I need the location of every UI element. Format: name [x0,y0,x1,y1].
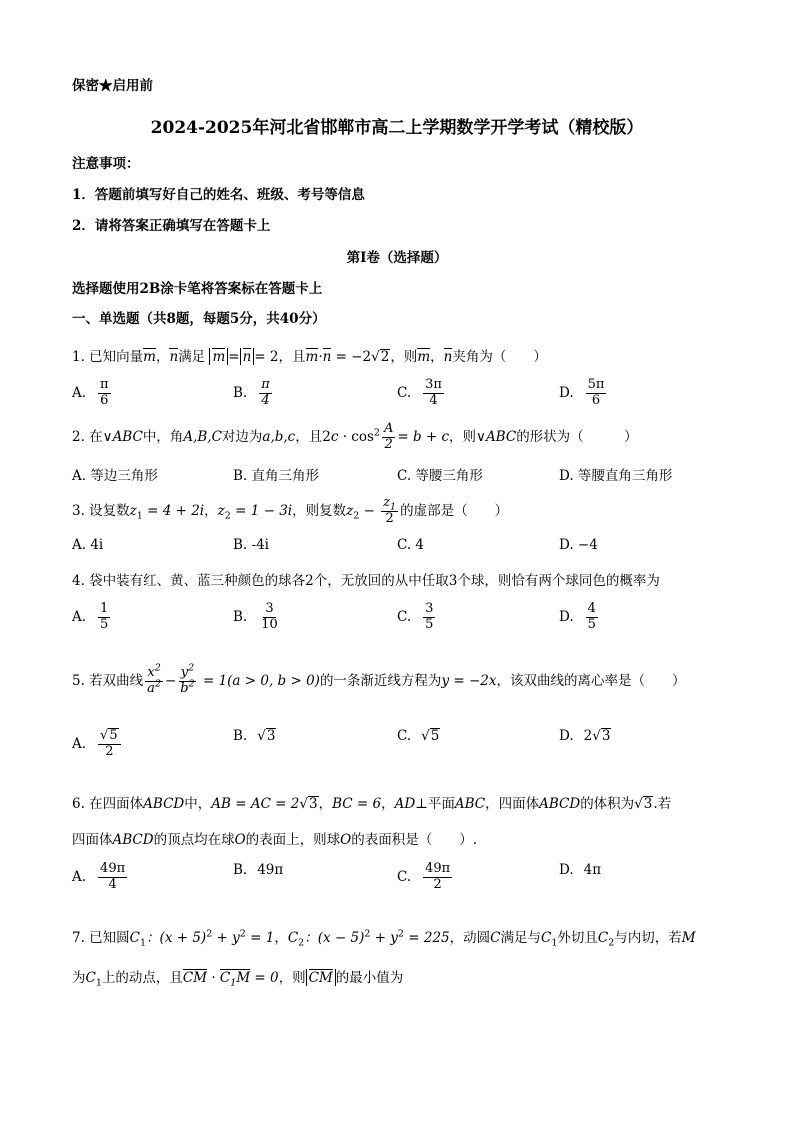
q2-t6: ，则∨ [449,428,486,445]
q3-fnsub: 1 [390,501,397,513]
q6-l2b: 的顶点均在球 [153,832,235,848]
q7-e2b: + y [370,930,398,946]
sqrt-sign: √ [371,349,380,365]
q7-c1m: C [219,970,231,986]
vector-m: m [143,349,156,365]
q5-xd-wrap [145,678,163,697]
q7-l2a: 为 [72,970,86,986]
q3-t3: ，则复数 [292,502,347,519]
q7-c1subc: 1 [95,977,102,989]
q4-b-frac [259,602,280,633]
q2-options [72,464,732,484]
q4-a-den: 5 [100,616,109,632]
q5-b-sqrt-sign: √ [257,728,266,745]
part-heading: 一、单选题（共8题，每题5分，共40分） [72,311,326,327]
q2-t7: 的形状为（ ） [516,428,638,445]
q1-eq2: = −2 [335,349,372,365]
q2-option-c[interactable]: C. 等腰三角形 [397,468,483,484]
q1-sep2: ， [430,349,444,365]
q7-e2c: = 225 [403,930,450,946]
q4-a-label: A. [72,609,87,626]
volume-heading: 第I卷（选择题） [346,250,448,266]
dot-n: n [322,349,332,365]
question-3 [72,496,734,527]
abs-cm [306,969,336,986]
abs-cm-inner: CM [308,970,333,986]
q2-fd: 2 [384,436,393,452]
q1-a-den: 6 [100,392,109,408]
q5-xd: a [147,680,155,696]
q3-z2subb: 2 [353,510,360,522]
q6-sqrt-sign-2: √ [634,796,643,812]
q2-sides: a,b,c [262,428,296,445]
q5-d-sqrt-sign: √ [592,728,601,745]
q5-yn: y [180,665,189,680]
q3-fd: 2 [385,510,394,526]
q6-c-den: 2 [433,876,442,892]
q6-o1: O [234,832,246,848]
q4-option-c[interactable] [397,602,437,633]
q6-c-frac [423,862,452,893]
q1-options [72,378,732,418]
q3-frac [381,496,398,527]
q1-b-num: π [261,377,270,392]
q3-t2: ， [204,502,218,519]
q1-c-label: C. [397,385,412,402]
q7-cv: C [490,930,501,946]
q5-d-val: 3 [601,728,611,744]
q1-text: 1. 已知向量 [72,349,144,365]
q1-d-num: 5π [587,377,605,392]
vector-cm: CM [182,970,208,986]
q4-c-den: 5 [425,616,434,632]
q5-yd: b [180,680,189,696]
q5-frac-y [178,662,196,697]
q5-xn-sq: 2 [154,662,161,674]
q2-t2: 中，角 [142,428,184,445]
q5-c-label: C. [397,728,412,745]
q7-eq0: = 0 [250,970,279,986]
q2-c: c [330,428,339,445]
q5-c-sqrt-sign: √ [421,728,430,745]
q7-sq4: 2 [397,928,404,940]
q4-c-num: 3 [425,601,434,616]
q7-mm: M [236,970,251,986]
q4-d-den: 5 [587,616,596,632]
q4-a-num: 1 [100,601,109,616]
q3-e2: = 1 − 3i [230,502,293,519]
vector-c1m [219,969,251,989]
q2-t4: ，且2 [295,428,331,445]
q6-o2: O [340,832,352,848]
q3-options [72,537,732,557]
q6-t6: ，四面体 [485,796,540,812]
q1-option-a[interactable] [72,378,113,409]
q3-z1sub: 1 [136,510,143,522]
q7-e1: ：(x + 5) [146,930,207,946]
q5-b-val: 3 [266,728,276,744]
q6-a-label: A. [72,869,87,886]
q5-xn: x [147,665,155,680]
q3-z1: z [129,502,137,519]
q4-b-den: 10 [261,616,278,632]
q7-t5: 外切且 [557,930,598,946]
q6-a-frac [98,862,127,893]
q4-c-label: C. [397,609,412,626]
q6-a-num: 49π [100,861,126,876]
q7-sq3: 2 [364,928,371,940]
q5-d-label: D. [559,728,574,745]
q7-e2: ：(x − 5) [304,930,365,946]
q6-t3: ， [318,796,333,812]
q2-cos: · cos [338,428,374,445]
q1-option-d[interactable] [559,378,608,409]
q6-d-val: 4π [583,862,602,878]
notes-heading: 注意事项： [72,156,140,172]
abs-m-inner: m [212,349,226,365]
q4-options [72,602,732,642]
q5-a-num-wrap [98,728,121,745]
q3-e1: = 4 + 2i [142,502,205,519]
q2-option-a[interactable]: A. 等边三角形 [72,468,158,484]
q5-yd-wrap [178,678,196,697]
question-5 [72,662,734,697]
section-instruction: 选择题使用2B涂卡笔将答案标在答题卡上 [72,281,323,297]
q2-fn: A [383,421,394,436]
q1-t2: ，且 [278,349,306,365]
q1-d-den: 6 [591,392,601,408]
q3-fn: z [383,495,391,510]
q5-t3: ，该双曲线的离心率是（ ） [496,672,686,689]
q6-abcd2: ABCD [539,796,581,812]
q7-c2: C [287,930,299,946]
q6-t8: .若 [653,796,672,812]
q7-c1: C [129,930,141,946]
q4-d-num: 4 [587,601,596,616]
q7-t2: ， [274,930,288,946]
q6-c-num: 49π [425,861,451,876]
q5-options [72,728,732,772]
q6-l2c: 的表面上，则球 [245,832,341,848]
q6-e3: AD [394,796,416,812]
q6-option-b[interactable] [233,862,283,878]
question-7-line-2 [72,966,734,989]
q7-l2c: ，则 [278,970,306,986]
q2-t5: = b + c [397,428,450,445]
q4-a-frac [98,602,110,633]
q1-c-num: 3π [425,377,442,392]
q7-sq2: 2 [239,928,246,940]
q7-t4: 满足与 [500,930,541,946]
q6-option-d[interactable] [559,862,601,878]
q1-dot: · [318,349,323,365]
q2-t1: 2. 在∨ [72,428,113,445]
q6-r2: 3 [643,796,653,812]
q1-b-den: 4 [261,392,270,408]
q7-dot: · [207,970,220,986]
note-item-2: 2．请将答案正确填写在答题卡上 [72,218,271,234]
q5-minus: − [164,672,177,689]
q5-yd-sq: 2 [188,678,195,690]
q5-option-b[interactable] [233,728,276,745]
q3-fn-wrap [381,496,398,512]
q7-c1subb: 1 [551,937,558,949]
q1-a-frac [98,378,111,409]
q5-a-frac [98,728,121,760]
q6-r1: 3 [309,796,318,812]
q4-b-num: 3 [265,601,274,616]
q7-c1b: C [540,930,552,946]
q5-yn-sq: 2 [188,662,195,674]
q7-l2b: 上的动点，且 [101,970,183,986]
question-4: 4. 袋中装有红、黄、蓝三种颜色的球各2个，无放回的从中任取3个球，则恰有两个球同色的概率为 [72,573,660,589]
q1-option-b[interactable] [233,378,274,409]
q7-e1b: + y [212,930,240,946]
q2-t3: 对边为 [221,428,263,445]
angle-m: m [417,349,431,365]
q5-frac-x [145,662,163,697]
q6-options [72,862,732,904]
q5-b-label: B. [233,728,248,745]
q1-d-label: D. [559,385,574,402]
q6-b-label: B. [233,862,248,878]
q6-sqrt-sign-1: √ [299,796,308,812]
q6-l2d: 的表面积是（ ）. [351,832,478,848]
question-1: 1. 已知向量m，n满足 m = n = 2，且m·n = −2√2，则m，n夹角为（ ） [72,349,547,365]
q7-t6: 与内切，若 [614,930,682,946]
q2-sq: 2 [373,427,380,439]
q7-c2subb: 2 [608,937,615,949]
angle-n: n [443,349,453,365]
page-title: 2024-2025年河北省邯郸市高二上学期数学开学考试（精校版） [150,118,644,138]
q7-c1msub: 1 [230,977,237,989]
q5-t2: 的一条渐近线方程为 [319,672,442,689]
q4-option-d[interactable] [559,602,600,633]
q5-option-c[interactable] [397,728,440,745]
q6-t2: 中， [184,796,212,812]
q3-option-d[interactable]: D. −4 [559,537,598,553]
q3-z2sub: 2 [224,510,231,522]
q4-d-frac [586,602,598,633]
q6-d-label: D. [559,862,574,878]
q7-l2d: 的最小值为 [335,970,404,986]
q2-frac [382,422,395,453]
q7-t3: ，动圆 [449,930,491,946]
q5-asym: y = −2x [441,672,497,689]
q6-b-val: 49π [257,862,284,878]
q3-t1: 3. 设复数 [72,502,130,519]
q3-option-a[interactable]: A. 4i [72,537,104,553]
q6-t7: 的体积为 [580,796,635,812]
q4-b-label: B. [233,609,248,626]
q1-b-label: B. [233,385,248,402]
q7-mv: M [681,930,696,946]
q5-t1: 5. 若双曲线 [72,672,144,689]
note-item-1: 1．答题前填写好自己的姓名、班级、考号等信息 [72,187,365,203]
q1-a-label: A. [72,385,87,402]
q6-t4: ， [381,796,395,812]
question-2 [72,422,734,453]
q1-d-frac [586,378,607,409]
vector-n: n [169,349,179,365]
q7-c1c: C [85,970,96,986]
q5-c-val: 5 [430,728,440,744]
q4-c-frac [423,602,435,633]
q1-option-c[interactable] [397,378,446,409]
dot-m: m [305,349,319,365]
q6-a-den: 4 [108,876,117,892]
q1-a-num: π [100,377,109,392]
q3-t4: 的虚部是（ ） [400,502,509,519]
q7-c2b: C [597,930,609,946]
abs-n-inner: n [242,349,252,365]
q6-e2: BC = 6 [332,796,382,812]
abs-m [209,348,228,365]
q2-abc2: ABC [485,428,517,445]
q5-option-d[interactable] [559,728,611,745]
question-7-line-1 [72,926,734,949]
q3-e3: − [359,502,380,519]
q6-abcd: ABCD [143,796,185,812]
q3-option-b[interactable]: B. -4i [233,537,269,553]
q7-c2sub: 2 [298,937,305,949]
q6-c-label: C. [397,869,412,886]
q1-t3: ，则 [390,349,418,365]
q1-c-frac [423,378,444,409]
q6-option-c[interactable] [397,862,454,893]
q7-t1: 7. 已知圆 [72,930,130,946]
q5-option-a[interactable] [72,728,123,760]
q1-eq1: = 2 [254,349,279,365]
q1-c-den: 4 [429,392,438,408]
abs-n [240,348,255,365]
q4-option-a[interactable] [72,602,112,633]
q7-sq1: 2 [206,928,213,940]
q5-a-num: 5 [109,728,118,743]
q3-z2: z [217,502,225,519]
q5-a-den: 2 [105,743,114,759]
q2-abc: ABC [112,428,143,445]
q1-b-frac [259,378,272,409]
q2-option-b[interactable]: B. 直角三角形 [233,468,320,484]
q6-t1: 6. 在四面体 [72,796,144,812]
q6-t5: ⊥平面 [415,796,455,812]
q1-t1: 满足 [178,349,206,365]
q3-option-c[interactable]: C. 4 [397,537,425,553]
q5-cond: = 1(a > 0, b > 0) [198,672,320,689]
q6-abc: ABC [454,796,486,812]
q7-e1c: = 1 [245,930,275,946]
q7-c1sub: 1 [140,937,147,949]
question-6-line-2 [72,828,734,848]
sqrt-2: 2 [380,349,390,365]
q6-option-a[interactable] [72,862,129,893]
q1-t4: 夹角为（ ） [452,349,547,365]
q5-a-label: A. [72,735,87,752]
q4-d-label: D. [559,609,574,626]
q2-angles: A,B,C [183,428,222,445]
q6-abcd3: ABCD [112,832,154,848]
q5-xd-sq: 2 [154,678,161,690]
q1-sep: ， [155,349,170,365]
q5-d-pre: 2 [583,728,593,745]
q6-l2a: 四面体 [72,832,113,848]
q4-option-b[interactable] [233,602,282,633]
q2-option-d[interactable]: D. 等腰直角三角形 [559,468,673,484]
question-6-line-1 [72,792,734,813]
q6-e1: AB = AC = 2 [211,796,300,812]
q3-z2b: z [346,502,354,519]
confidential-mark: 保密★启用前 [72,78,153,94]
q5-a-sqrt-sign: √ [100,728,109,743]
